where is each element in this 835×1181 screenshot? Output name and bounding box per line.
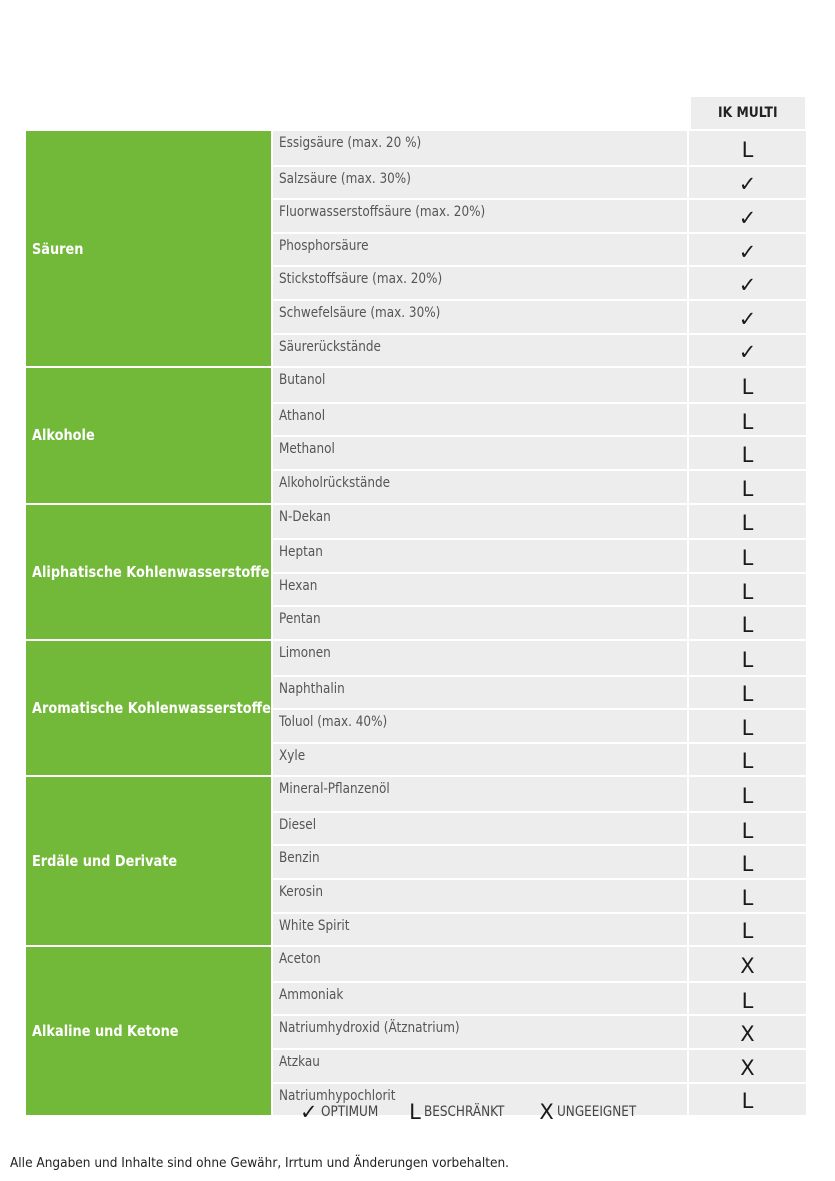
cross-icon: X [689,1016,806,1048]
substance-label: Stickstoffsäure (max. 20%) [279,271,443,288]
substance-cell [273,335,689,367]
substance-label: Methanol [279,441,335,458]
substance-cell [273,301,689,333]
substance-cell [273,813,689,845]
legend [300,1100,649,1124]
substance-label: Kerosin [279,884,324,901]
column-header: IK MULTI [691,97,805,129]
category-group [26,131,806,368]
category-group [26,641,806,777]
substance-label: Hexan [279,577,318,594]
table-row [273,165,806,199]
table-row [273,131,806,165]
limited-icon: L [689,368,806,402]
check-icon: ✓ [689,200,806,232]
substance-cell [273,914,689,946]
limited-icon: L [689,777,806,811]
category-label: Aromatische Kohlenwasserstoffe [32,699,271,718]
substance-cell [273,1050,689,1082]
legend-label: BESCHRÄNKT [423,1104,505,1120]
substance-cell [273,540,689,572]
table-row [273,265,806,299]
substance-label: N-Dekan [279,508,331,525]
substance-cell [273,234,689,266]
check-icon: ✓ [300,1100,318,1124]
substance-label: Essigsäure (max. 20 %) [279,135,422,151]
table-row [273,811,806,845]
limited-icon: L [409,1100,421,1124]
substance-cell [273,744,689,776]
table-row [273,505,806,539]
table-row [273,435,806,469]
limited-icon: L [689,641,806,675]
substance-cell [273,607,689,639]
legend-item [539,1100,649,1124]
table-row [273,538,806,572]
substance-cell [273,983,689,1015]
table-row [273,947,806,981]
substance-label: Natriumhydroxid (Ätznatrium) [279,1020,460,1037]
substance-label: Aceton [279,951,321,968]
substance-label: Benzin [279,850,320,867]
substance-cell [273,880,689,912]
limited-icon: L [689,404,806,436]
table-row [273,844,806,878]
limited-icon: L [689,710,806,742]
substance-cell [273,131,689,165]
limited-icon: L [689,744,806,776]
legend-item [409,1100,517,1124]
substance-cell [273,200,689,232]
table-row [273,198,806,232]
substance-label: Säurerückstände [279,338,381,355]
substance-label: Ammoniak [279,986,344,1003]
substance-cell [273,167,689,199]
substance-label: Atzkau [279,1054,320,1071]
limited-icon: L [689,505,806,539]
substance-cell [273,267,689,299]
table-row [273,742,806,776]
category-label: Alkohole [32,426,95,445]
table-row [273,469,806,503]
cross-icon: X [689,947,806,981]
substance-label: Naphthalin [279,680,345,697]
substance-cell [273,777,689,811]
limited-icon: L [689,983,806,1015]
limited-icon: L [689,880,806,912]
substance-label: Xyle [279,747,306,764]
legend-label: UNGEEIGNET [556,1104,636,1120]
substance-label: Heptan [279,544,323,561]
limited-icon: L [689,574,806,606]
table-row [273,299,806,333]
legend-label: OPTIMUM [320,1104,378,1120]
limited-icon: L [689,607,806,639]
table-row [273,981,806,1015]
category-group [26,947,806,1115]
disclaimer-footer: Alle Angaben und Inhalte sind ohne Gewähr, Irrtum und Änderungen vorbehalten. [10,1155,510,1171]
category-label: Aliphatische Kohlenwasserstoffe [32,562,270,581]
table-row [273,368,806,402]
substance-cell [273,437,689,469]
substance-label: White Spirit [279,917,350,934]
limited-icon: L [689,914,806,946]
limited-icon: L [689,540,806,572]
substance-label: Natriumhypochlorit [279,1087,396,1104]
table-row [273,333,806,367]
limited-icon: L [689,677,806,709]
cross-icon: X [689,1050,806,1082]
limited-icon: L [689,1084,806,1116]
substance-label: Alkoholrückstände [279,474,391,491]
limited-icon: L [689,813,806,845]
substance-label: Phosphorsäure [279,237,369,254]
substance-label: Schwefelsäure (max. 30%) [279,304,441,321]
table-row [273,572,806,606]
check-icon: ✓ [689,267,806,299]
table-row [273,402,806,436]
substance-label: Limonen [279,644,331,661]
table-row [273,675,806,709]
category-label: Alkaline und Ketone [32,1022,179,1041]
category-cell [26,505,273,639]
substance-label: Salzsäure (max. 30%) [279,170,411,187]
substance-label: Diesel [279,816,317,833]
substance-label: Toluol (max. 40%) [279,714,388,731]
substance-cell [273,574,689,606]
resistance-table [26,131,806,1115]
legend-item [300,1100,387,1124]
substance-cell [273,505,689,539]
category-label: Säuren [32,239,84,258]
substance-cell [273,641,689,675]
check-icon: ✓ [689,234,806,266]
table-row [273,1048,806,1082]
check-icon: ✓ [689,335,806,367]
category-group [26,505,806,641]
substance-label: Mineral-Pflanzenöl [279,781,390,798]
limited-icon: L [689,846,806,878]
category-label: Erdäle und Derivate [32,852,178,871]
table-row [273,605,806,639]
category-group [26,777,806,947]
substance-cell [273,404,689,436]
substance-label: Fluorwasserstoffsäure (max. 20%) [279,204,486,221]
substance-cell [273,471,689,503]
substance-label: Athanol [279,407,326,424]
substance-cell [273,947,689,981]
substance-cell [273,710,689,742]
table-row [273,232,806,266]
table-row [273,912,806,946]
table-row [273,878,806,912]
category-cell [26,641,273,775]
substance-cell [273,846,689,878]
substance-label: Butanol [279,372,326,389]
substance-label: Pentan [279,611,321,628]
table-row [273,641,806,675]
category-group [26,368,806,504]
substance-cell [273,368,689,402]
category-cell [26,777,273,945]
check-icon: ✓ [689,167,806,199]
table-row [273,1014,806,1048]
substance-cell [273,1016,689,1048]
limited-icon: L [689,437,806,469]
limited-icon: L [689,471,806,503]
category-cell [26,947,273,1115]
table-row [273,708,806,742]
table-row [273,777,806,811]
cross-icon: X [539,1100,554,1124]
check-icon: ✓ [689,301,806,333]
category-cell [26,131,273,366]
category-cell [26,368,273,502]
limited-icon: L [689,131,806,165]
substance-cell [273,677,689,709]
